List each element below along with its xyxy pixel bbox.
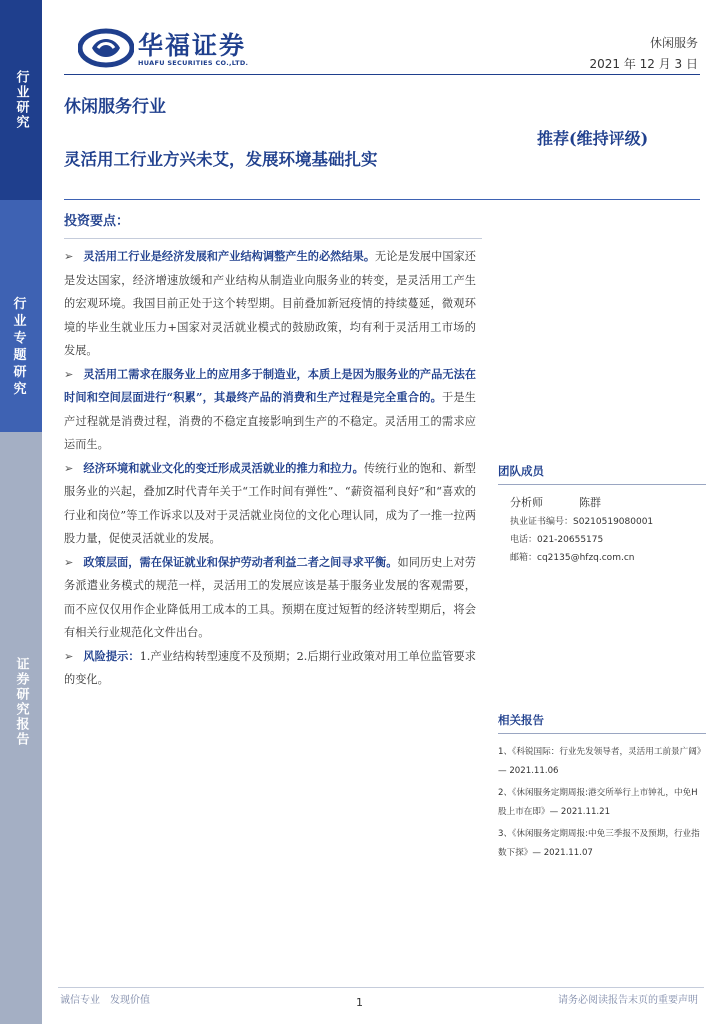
bullet-arrow-icon: ➢ <box>64 649 74 663</box>
sidebar-label-2: 行业专题研究 <box>13 297 29 397</box>
key-point-1-text: 无论是发展中国家还是发达国家，经济增速放缓和产业结构从制造业向服务业的转变，是灵活用工产生的宏观环境。我国目前正处于这个转型期。目前叠加新冠疫情的持续蔓延，微观环境的毕业生就业压力+国家对灵活就业模式的鼓励政策，均有利于灵活用工市场的发展。 <box>64 250 476 357</box>
bullet-arrow-icon: ➢ <box>64 250 74 263</box>
sidebar-block-topic-research <box>0 200 42 432</box>
bullet-arrow-icon: ➢ <box>64 461 74 475</box>
logo-chinese-name: 华福证券 <box>138 31 247 60</box>
team-section <box>498 463 706 568</box>
key-point-3-text: 传统行业的饱和、新型服务业的兴起，叠加Z时代青年关于“工作时间有弹性”、“薪资福利良好”和“喜欢的行业和岗位”等工作诉求以及对于灵活就业岗位的文化心理认同，成为了一推一拉两股力量，促使灵活就业的发展。 <box>64 461 476 545</box>
key-points-title: 投资要点： <box>64 214 130 229</box>
bullet-arrow-icon: ➢ <box>64 367 74 381</box>
analyst-phone: 电话：021-20655175 <box>510 535 604 545</box>
team-title: 团队成员 <box>498 463 706 485</box>
key-point-5-bold: 风险提示： <box>83 648 140 663</box>
sector-label: 休闲服务 <box>649 36 698 50</box>
footer-divider <box>58 987 704 988</box>
sidebar <box>0 0 42 1024</box>
footer-slogan: 诚信专业 发现价值 <box>60 995 150 1006</box>
key-point-5-text: 1.产业结构转型速度不及预期；2.后期行业政策对用工单位监管要求的变化。 <box>64 649 476 686</box>
report-headline: 灵活用工行业方兴未艾，发展环境基础扎实 <box>64 150 378 169</box>
key-point-2 <box>64 363 476 457</box>
analyst-label: 分析师 <box>510 496 543 509</box>
analyst-email: 邮箱：cq2135@hfzq.com.cn <box>510 553 635 563</box>
key-point-4-bold: 政策层面，需在保证就业和保护劳动者利益二者之间寻求平衡。 <box>83 554 398 569</box>
key-point-4-text: 如同历史上对劳务派遣业务模式的规范一样，灵活用工的发展应该是基于服务业发展的客观需要，而不应仅仅用作企业降低用工成本的工具。预期在度过短暂的经济转型期后，将会有相关行业规范化文件出台。 <box>64 555 476 639</box>
report-date: 2021 年 12 月 3 日 <box>589 57 698 71</box>
key-points-divider <box>64 238 482 239</box>
sidebar-label-3: 证券研究报告 <box>13 657 29 747</box>
sidebar-block-industry-research <box>0 0 42 200</box>
bullet-arrow-icon: ➢ <box>64 555 74 569</box>
related-report-item[interactable]: 2、《休闲服务定期周报:港交所举行上市钟礼，中免H股上市在即》— 2021.11.21 <box>498 788 698 817</box>
key-point-1 <box>64 245 476 363</box>
related-report-item[interactable]: 3、《休闲服务定期周报:中免三季报不及预期，行业指数下探》— 2021.11.07 <box>498 829 700 858</box>
key-point-4 <box>64 551 476 645</box>
logo-emblem-icon <box>78 26 134 70</box>
key-point-3 <box>64 457 476 551</box>
industry-title: 休闲服务行业 <box>64 97 166 117</box>
key-point-3-bold: 经济环境和就业文化的变迁形成灵活就业的推力和拉力。 <box>83 460 364 475</box>
page-number: 1 <box>356 996 363 1009</box>
related-reports-title: 相关报告 <box>498 712 706 734</box>
sidebar-label-1: 行业研究 <box>13 70 29 130</box>
key-points-section <box>64 205 476 692</box>
analyst-row <box>510 494 706 514</box>
footer-disclaimer: 请务必阅读报告末页的重要声明 <box>558 995 698 1006</box>
key-point-2-bold: 灵活用工需求在服务业上的应用多于制造业，本质上是因为服务业的产品无法在时间和空间层面进行“积累”，其最终产品的消费和生产过程是完全重合的。 <box>64 366 476 404</box>
analyst-name: 陈群 <box>579 496 601 509</box>
key-point-1-bold: 灵活用工行业是经济发展和产业结构调整产生的必然结果。 <box>83 249 376 263</box>
related-reports-section <box>498 712 706 866</box>
title-divider <box>64 199 700 200</box>
header-divider <box>64 74 700 75</box>
license-number: 执业证书编号：S0210519080001 <box>510 517 654 527</box>
related-report-item[interactable]: 1、《科锐国际：行业先发领导者，灵活用工前景广阔》— 2021.11.06 <box>498 747 706 776</box>
rating-label: 推荐(维持评级) <box>537 129 649 148</box>
key-point-5 <box>64 645 476 692</box>
sidebar-block-securities-report <box>0 432 42 1024</box>
key-point-2-text: 于是生产过程就是消费过程，消费的不稳定直接影响到生产的不稳定。灵活用工的需求应运而生。 <box>64 391 476 451</box>
logo-english-name: HUAFU SECURITIES CO.,LTD. <box>138 59 249 67</box>
